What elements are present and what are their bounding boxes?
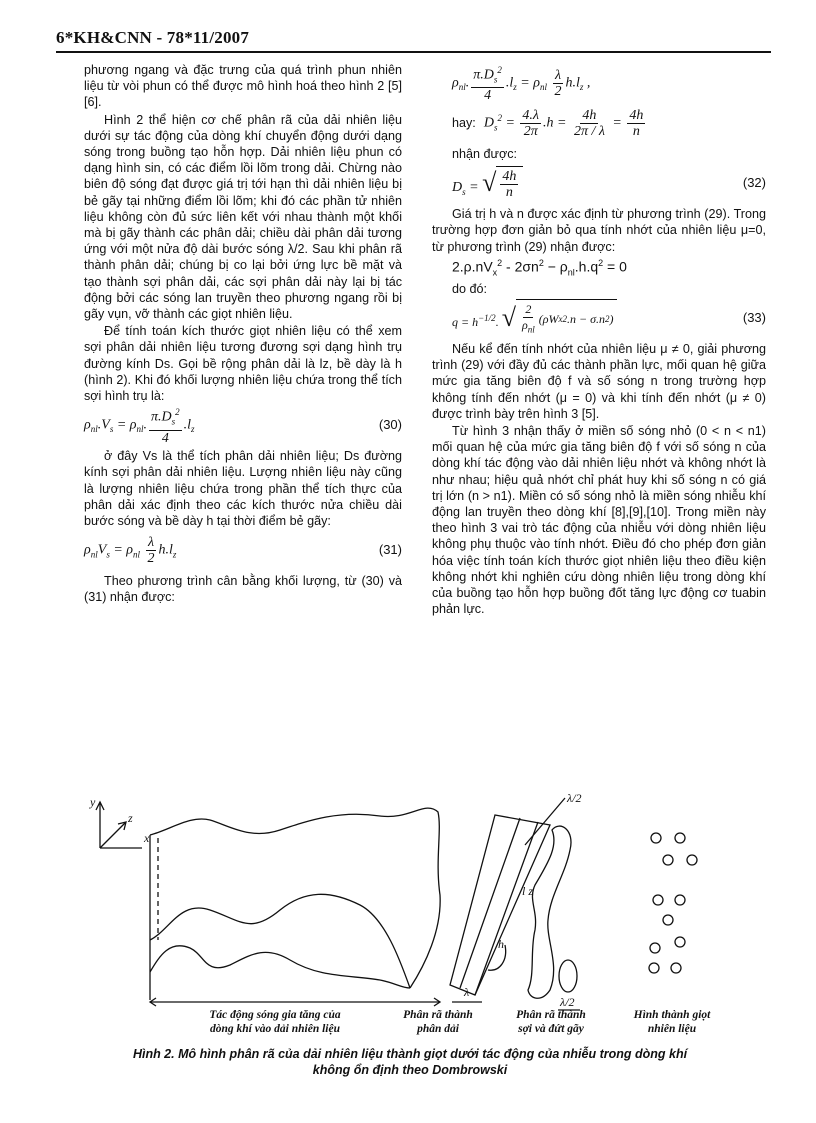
droplet xyxy=(663,915,673,925)
equation-33: $q = h^{-1/2}$. √ $\frac{2}{\rho_{nl}}$ (ρW x 2 .n − σ.n 2 ) (33) xyxy=(452,301,766,335)
equation-hay: hay: $D_s^2$ = $\frac{4.\lambda}{2\pi}$ .h = $\frac{4h}{2\pi / \lambda}$ = $\frac{4h}{n}$ xyxy=(452,107,644,139)
stage2-label xyxy=(388,1008,488,1036)
left-column xyxy=(84,62,402,607)
left-paragraph-3: Để tính toán kích thước giọt nhiên liệu có thể xem sợi phân dải nhiên liệu tương đương sợi dạng hình trụ đường kính Ds. Gọi bề rộng phân dải là lz, bề dày là h (hình 2). Khi đó khối lượng nhiên liệu chứa trong thể tích sợi hình trụ là: xyxy=(84,324,402,404)
header-rule xyxy=(56,51,771,53)
left-paragraph-5: Theo phương trình cân bằng khối lượng, từ (30) và (31) nhận được: xyxy=(84,574,402,605)
stage4-label-line1: Hình thành giọt xyxy=(633,1009,711,1021)
stage4-label xyxy=(612,1008,732,1036)
right-paragraph-2: Nếu kể đến tính nhớt của nhiên liệu μ ≠ 0, giải phương trình (29) với đầy đủ các thành phần lực, mối quan hệ giữa mức gia tăng biên độ f và số sóng n trong trường hợp không tính đến nhớt (μ = 0) và khi tính đến nhớt (μ ≠ 0) được trình bày trên hình 3 [5]. xyxy=(432,342,766,421)
hay-label: hay: xyxy=(452,115,476,130)
axis-z-line xyxy=(100,822,126,848)
stage3-label-line2: sợi và đứt gãy xyxy=(518,1023,584,1035)
axis-x-label: x xyxy=(144,831,150,845)
broken-thread xyxy=(528,826,571,998)
droplet xyxy=(649,963,659,973)
stage3-label xyxy=(496,1008,606,1036)
ligament-inner-line-2 xyxy=(475,822,538,995)
left-paragraph-1: phương ngang và đặc trưng của quá trình phun nhiên liệu từ vòi phun có thể được mô hình hoá theo hình 2 [5][6]. xyxy=(84,63,402,110)
stage4-label-line2: nhiên liệu xyxy=(647,1023,697,1035)
equation-30: $\rho_{nl}.V_s = \rho_{nl}$. $\frac{\pi.D_s^2}{4}$ $.l_z$ (30) xyxy=(84,407,402,446)
sheet-middle-wave xyxy=(150,894,410,988)
stage1-label xyxy=(170,1008,380,1036)
equation-32: $D_s$ = √ $\frac{4h}{n}$ (32) xyxy=(452,168,766,201)
ligament-sheet-1 xyxy=(450,815,550,995)
lz-label: l z xyxy=(522,884,534,898)
caption-line2: không ổn định theo Dombrowski xyxy=(312,1063,508,1077)
droplet xyxy=(671,963,681,973)
journal-header: 6*KH&CNN - 78*11/2007 xyxy=(56,28,250,47)
sheet-inner-wave xyxy=(150,946,410,988)
caption-line1: Hình 2. Mô hình phân rã của dải nhiên liệu thành giọt dưới tác động của nhiễu trong dòng khí xyxy=(132,1047,688,1061)
stage1-label-line1: Tác động sóng gia tăng của xyxy=(209,1009,341,1021)
equation-mass-balance: $\rho_{nl}$. $\frac{\pi.D_s^2}{4}$ $.l_z = \rho_{nl}$ $\frac{\lambda}{2}$ $h.l_z$ , xyxy=(452,64,591,104)
left-paragraph-4: ở đây Vs là thể tích phân dải nhiên liệu; Ds đường kính sợi phân dải nhiên liệu. Lượng nhiên liệu này cũng là lượng nhiên liệu chứa trong phần thể tích thực của phân dải xác định theo các kích thước nửa chiều dài bước sóng và bề dày h tại thời điểm bẻ gãy: xyxy=(84,449,402,529)
equation-32-number: (32) xyxy=(742,175,766,191)
lambda-half-top-label: λ/2 xyxy=(567,791,582,805)
h-label: h xyxy=(498,937,504,951)
axis-z-label: z xyxy=(128,811,133,825)
equation-31-number: (31) xyxy=(378,542,402,558)
stage2-label-line1: Phân rã thành xyxy=(403,1009,473,1021)
equation-31: $\rho_{nl}V_s = \rho_{nl}$ $\frac{\lambda}{2}$ $h.l_z$ (31) xyxy=(84,534,402,566)
figure-caption xyxy=(60,1046,760,1078)
right-paragraph-3: Từ hình 3 nhận thấy ở miền số sóng nhỏ (0 < n < n1) mối quan hệ của mức gia tăng biên độ f với số sóng n của dòng khí tác động vào dải nhiên liệu nhớt và không nhớt là như nhau; hiệu quả nhớt chỉ phát huy khi số sóng n có giá trị lớn (n > n1). Miền có số sóng nhỏ là miền sóng nhiễu khí động lan truyền theo dòng khí [8],[9],[10]. Trong miền này theo hình 3 vai trò tác động của nhiễu với dòng nhiên liệu không phụ thuộc vào tính nhớt. Điều đó cho phép đơn giản hóa việc tính toán kích thước giọt nhiên liệu theo điều kiện không nhớt khi nghiên cứu dòng nhiên liệu trong dòng khí của buồng tạo hỗn hợp buồng đốt tăng lực động cơ tuabin phản lực. xyxy=(432,424,766,617)
droplet xyxy=(675,833,685,843)
equation-33-number: (33) xyxy=(742,309,766,325)
droplet xyxy=(663,855,673,865)
right-column xyxy=(432,62,766,618)
stage1-label-line2: dòng khí vào dải nhiên liệu xyxy=(209,1023,341,1035)
do-do-label: do đó: xyxy=(452,281,488,296)
axis-y-label: y xyxy=(90,795,96,809)
droplet xyxy=(687,855,697,865)
figure-2-diagram xyxy=(80,790,770,1020)
stage2-label-line2: phân dải xyxy=(417,1023,459,1035)
droplet xyxy=(675,937,685,947)
droplet xyxy=(650,943,660,953)
stage3-label-line1: Phân rã thành xyxy=(516,1009,586,1021)
droplet xyxy=(675,895,685,905)
droplet xyxy=(651,833,661,843)
sheet-outer-edge xyxy=(150,808,440,988)
equation-dispersion: $2.\rho.nV_x^2 - 2\sigma n^2 - \rho_{nl}.h.q^2 = 0$ xyxy=(452,257,627,278)
left-paragraph-2: Hình 2 thể hiện cơ chế phân rã của dải nhiên liệu dưới sự tác động của dòng khí chuyển động dưới dạng sóng trong buồng tạo hỗn hợp. Dải nhiên liệu phun có dạng hình sin, có các điểm lồi lõm trong dải. Chừng nào biên độ sóng đạt được giá trị tới hạn thì dải nhiên liệu bị bẻ gãy tại những điểm lồi lõm; khi đó các phần tử nhiên liệu không còn đủ sức liên kết với nhau thành một khối mà bị gãy thành các phân dải; chiều dài phân dải tương ứng với một nửa độ dài bước sóng λ/2. Sau khi phân rã thành phân dải; chúng bị co lại bởi ứng lực bề mặt và tạo thành sợi phân dải, các sợi phân dải này lại bị tác động bởi các sóng lan truyền theo phương ngang rồi bị gãy vụn, vỡ thành các giọt nhiên liệu. xyxy=(84,112,402,322)
lambda-label: λ xyxy=(464,985,470,999)
thread-fragment xyxy=(559,960,577,992)
right-paragraph-1: Giá trị h và n được xác định từ phương trình (29). Trong trường hợp đơn giản bỏ qua tính nhớt của nhiên liệu μ=0, từ phương trình (29) nhận được: xyxy=(432,207,766,254)
nhan-duoc-label: nhận được: xyxy=(452,147,518,161)
droplet xyxy=(653,895,663,905)
equation-30-number: (30) xyxy=(378,417,402,433)
lambda-half-bottom-label: λ/2 xyxy=(560,995,575,1009)
